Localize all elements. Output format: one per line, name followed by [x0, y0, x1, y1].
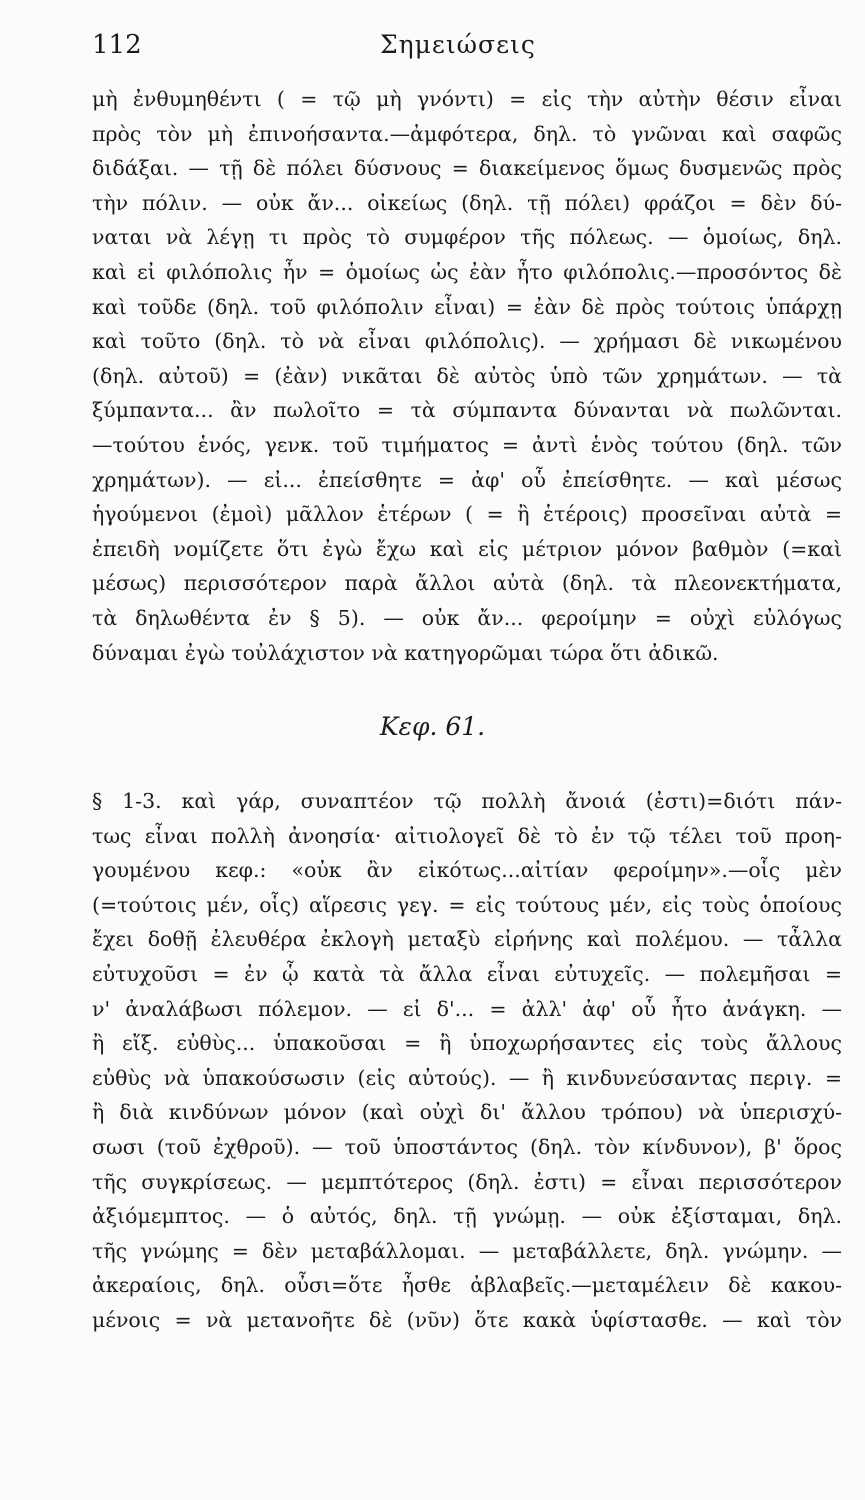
text-line: εὐτυχοῦσι = ἐν ᾧ κατὰ τὰ ἄλλα εἶναι εὐτυχεῖς. — πολεμῆσαι =	[92, 961, 842, 986]
text-line: ναται νὰ λέγῃ τι πρὸς τὸ συμφέρον τῆς πόλεως. — ὁμοίως, δηλ.	[92, 225, 842, 250]
running-head: Σημειώσεις	[380, 30, 536, 59]
text-line: —τούτου ἑνός, γενκ. τοῦ τιμήματος = ἀντὶ ἑνὸς τούτου (δηλ. τῶν	[92, 432, 842, 457]
chapter-heading: Κεφ. 61.	[379, 712, 486, 741]
paragraph-1	[92, 82, 842, 670]
text-line: (=τούτοις μέν, οἷς) αἵρεσις γεγ. = εἰς τούτους μέν, εἰς τοὺς ὁποίους	[92, 892, 842, 917]
text-line: ἢ διὰ κινδύνων μόνον (καὶ οὐχὶ δι' ἄλλου τρόπου) νὰ ὑπερισχύ-	[92, 1100, 842, 1125]
text-line: ἢ εἴξ. εὐθὺς... ὑπακοῦσαι = ἢ ὑποχωρήσαντες εἰς τοὺς ἄλλους	[92, 1031, 842, 1056]
text-line: μένοις = νὰ μετανοῆτε δὲ (νῦν) ὅτε κακὰ ὑφίστασθε. — καὶ τὸν	[92, 1307, 842, 1332]
text-line: χρημάτων). — εἰ... ἐπείσθητε = ἀφ' οὗ ἐπείσθητε. — καὶ μέσως	[92, 467, 842, 492]
text-line: σωσι (τοῦ ἐχθροῦ). — τοῦ ὑποστάντος (δηλ. τὸν κίνδυνον), β' ὅρος	[92, 1134, 842, 1159]
text-line: μέσως) περισσότερον παρὰ ἄλλοι αὐτὰ (δηλ. τὰ πλεονεκτήματα,	[92, 571, 842, 596]
text-line: καὶ τοῦδε (δηλ. τοῦ φιλόπολιν εἶναι) = ἐὰν δὲ πρὸς τούτοις ὑπάρχῃ	[92, 294, 842, 319]
text-line: ἀκεραίοις, δηλ. οὖσι=ὅτε ἦσθε ἀβλαβεῖς.—μεταμέλειν δὲ κακου-	[92, 1273, 842, 1298]
text-line: καὶ εἰ φιλόπολις ἦν = ὁμοίως ὡς ἐὰν ἦτο φιλόπολις.—προσόντος δὲ	[92, 259, 842, 284]
text-line: μὴ ἐνθυμηθέντι ( = τῷ μὴ γνόντι) = εἰς τὴν αὐτὴν θέσιν εἶναι	[92, 87, 842, 111]
text-line: εὐθὺς νὰ ὑπακούσωσιν (εἰς αὐτούς). — ἢ κινδυνεύσαντας περιγ. =	[92, 1065, 842, 1090]
text-line: § 1-3. καὶ γάρ, συναπτέον τῷ πολλὴ ἄνοιά (ἐστι)=διότι πάν-	[92, 789, 842, 813]
text-line: τῆς συγκρίσεως. — μεμπτότερος (δηλ. ἐστι) = εἶναι περισσότερον	[92, 1169, 842, 1194]
text-line: ν' ἀναλάβωσι πόλεμον. — εἰ δ'... = ἀλλ' ἀφ' οὗ ἦτο ἀνάγκη. —	[92, 996, 842, 1021]
text-line: ἔχει δοθῇ ἐλευθέρα ἐκλογὴ μεταξὺ εἰρήνης καὶ πολέμου. — τἆλλα	[92, 927, 842, 952]
text-line: (δηλ. αὐτοῦ) = (ἐὰν) νικᾶται δὲ αὐτὸς ὑπὸ τῶν χρημάτων. — τὰ	[92, 363, 842, 388]
text-line: ἐπειδὴ νομίζετε ὅτι ἐγὼ ἔχω καὶ εἰς μέτριον μόνον βαθμὸν (=καὶ	[92, 536, 842, 561]
text-line: ἡγούμενοι (ἐμοὶ) μᾶλλον ἑτέρων ( = ἢ ἑτέροις) προσεῖναι αὐτὰ =	[92, 502, 842, 527]
text-line: τῆς γνώμης = δὲν μεταβάλλομαι. — μεταβάλλετε, δηλ. γνώμην. —	[92, 1238, 842, 1263]
text-line: ξύμπαντα... ἂν πωλοῖτο = τὰ σύμπαντα δύνανται νὰ πωλῶνται.	[92, 398, 842, 423]
text-line: γουμένου κεφ.: «οὐκ ἂν εἰκότως...αἰτίαν φεροίμην».—οἷς μὲν	[92, 858, 842, 883]
text-line: τὰ δηλωθέντα ἐν § 5). — οὐκ ἄν... φεροίμην = οὐχὶ εὐλόγως	[92, 605, 842, 630]
text-line: τως εἶναι πολλὴ ἀνοησία· αἰτιολογεῖ δὲ τὸ ἐν τῷ τέλει τοῦ προη-	[92, 823, 842, 848]
paragraph-2	[92, 784, 842, 1338]
text-line: ἀξιόμεμπτος. — ὁ αὐτός, δηλ. τῇ γνώμῃ. — οὐκ ἐξίσταμαι, δηλ.	[92, 1204, 842, 1229]
text-line: τὴν πόλιν. — οὐκ ἄν... οἰκείως (δηλ. τῇ πόλει) φράζοι = δὲν δύ-	[92, 190, 842, 215]
text-line: καὶ τοῦτο (δηλ. τὸ νὰ εἶναι φιλόπολις). — χρήμασι δὲ νικωμένου	[92, 329, 842, 354]
text-line: δύναμαι ἐγὼ τοὐλάχιστον νὰ κατηγορῶμαι τώρα ὅτι ἀδικῶ.	[92, 640, 719, 665]
text-line: πρὸς τὸν μὴ ἐπινοήσαντα.—ἀμφότερα, δηλ. τὸ γνῶναι καὶ σαφῶς	[92, 121, 842, 146]
page-number: 112	[92, 30, 142, 60]
text-line: διδάξαι. — τῇ δὲ πόλει δύσνους = διακείμενος ὅμως δυσμενῶς πρὸς	[92, 156, 842, 181]
